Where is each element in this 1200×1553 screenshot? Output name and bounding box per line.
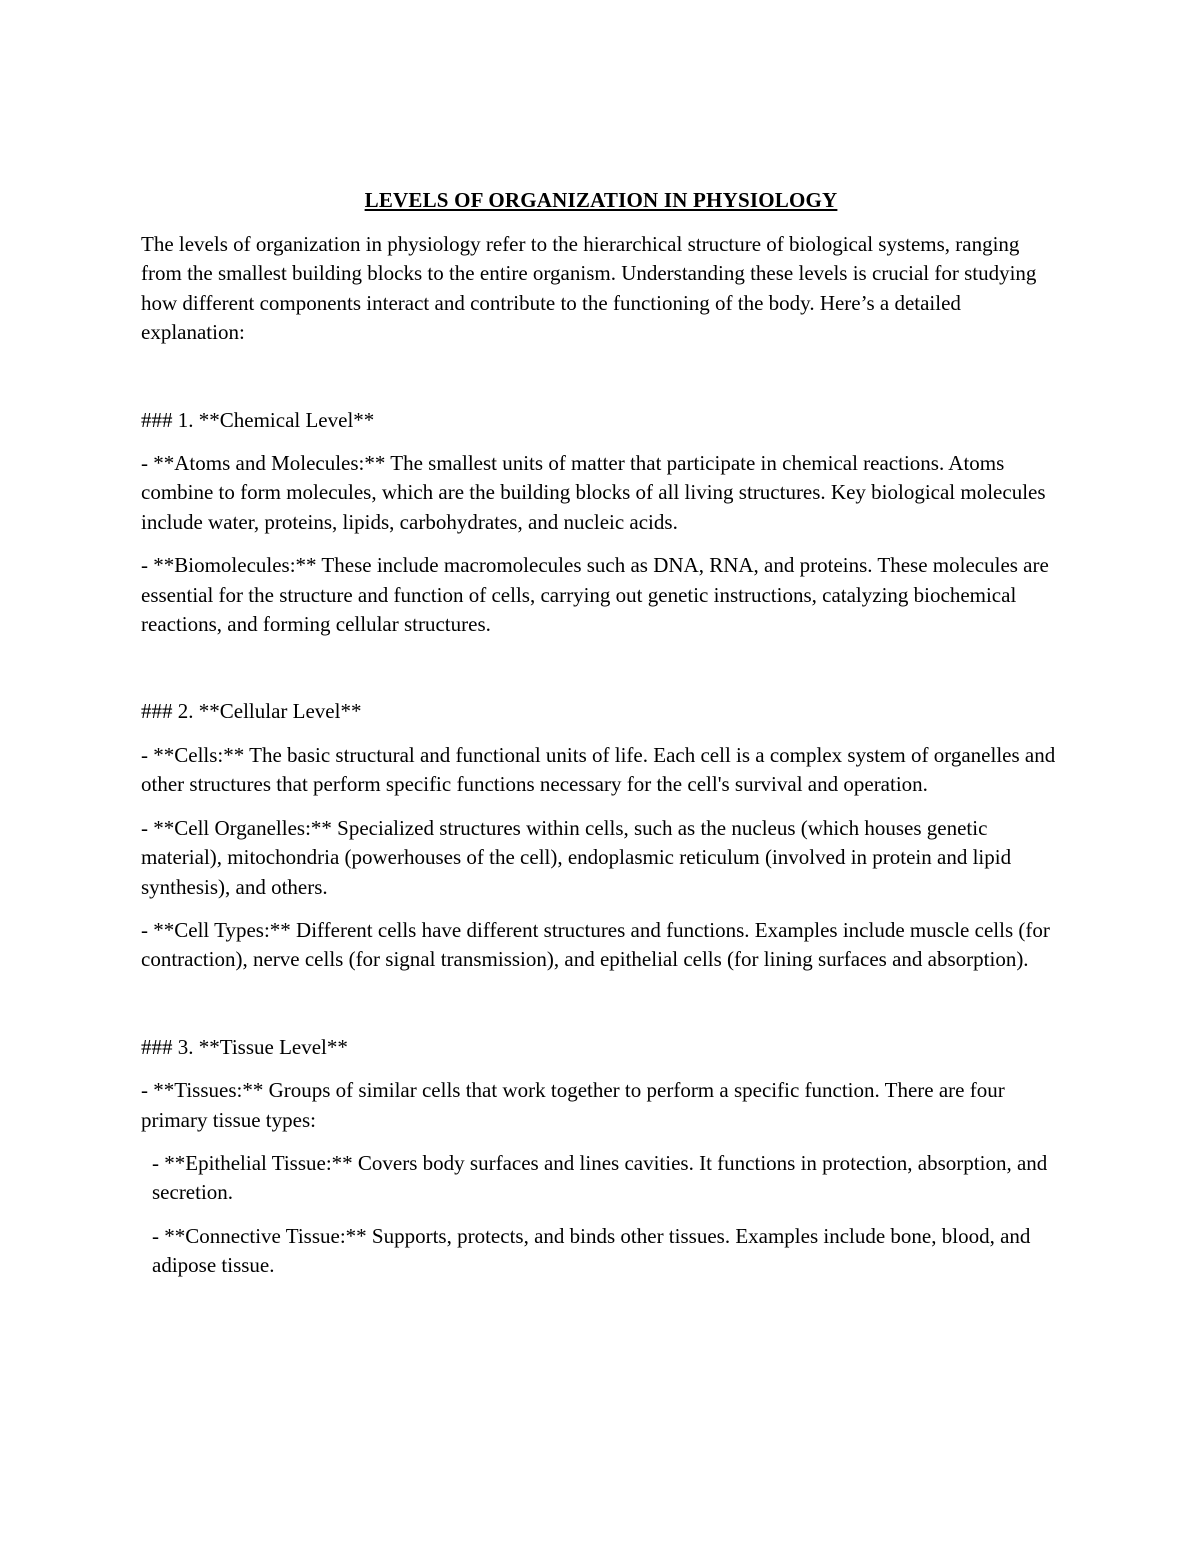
list-item: - **Tissues:** Groups of similar cells that work together to perform a specific function. There are four primary tissue types:	[141, 1078, 1005, 1132]
section-heading: ### 3. **Tissue Level**	[141, 1034, 348, 1059]
list-item: - **Cell Types:** Different cells have different structures and functions. Examples include muscle cells (for contraction), nerve cells (for signal transmission), and epithelial cells (for lining surfaces and absorption).	[141, 917, 1050, 972]
section-cellular-level	[141, 697, 1061, 974]
document-title: LEVELS OF ORGANIZATION IN PHYSIOLOGY	[364, 188, 838, 212]
list-item: - **Cell Organelles:** Specialized structures within cells, such as the nucleus (which houses genetic material), mitochondria (powerhouses of the cell), endoplasmic reticulum (involved in protein and lipid synthesis), and others.	[141, 815, 1012, 899]
section-heading: ### 1. **Chemical Level**	[141, 407, 375, 432]
section-spacer	[141, 348, 1061, 406]
list-item: - **Atoms and Molecules:** The smallest units of matter that participate in chemical reactions. Atoms combine to form molecules, which are the building blocks of all living structures. Key biological molecules include water, proteins, lipids, carbohydrates, and nucleic acids.	[141, 451, 1046, 534]
sub-list-item: - **Epithelial Tissue:** Covers body surfaces and lines cavities. It functions in protection, absorption, and secretion.	[152, 1150, 1048, 1205]
section-heading: ### 2. **Cellular Level**	[141, 699, 362, 724]
document-page	[141, 186, 1061, 1295]
section-spacer	[141, 989, 1061, 1033]
section-spacer	[141, 653, 1061, 697]
list-item: - **Biomolecules:** These include macromolecules such as DNA, RNA, and proteins. These molecules are essential for the structure and function of cells, carrying out genetic instructions, catalyzing biochemical reactions, and forming cellular structures.	[141, 553, 1049, 637]
intro-paragraph: The levels of organization in physiology refer to the hierarchical structure of biological systems, ranging from the smallest building blocks to the entire organism. Understanding these levels is crucial for studying how different components interact and contribute to the functioning of the body. Here’s a detailed explanation:	[141, 232, 1037, 345]
list-item: - **Cells:** The basic structural and functional units of life. Each cell is a complex system of organelles and other structures that perform specific functions necessary for the cell's survival and operation.	[141, 742, 1056, 797]
section-tissue-level	[141, 1033, 1061, 1281]
sub-list-item: - **Connective Tissue:** Supports, protects, and binds other tissues. Examples include bone, blood, and adipose tissue.	[152, 1223, 1031, 1278]
section-chemical-level	[141, 406, 1061, 640]
